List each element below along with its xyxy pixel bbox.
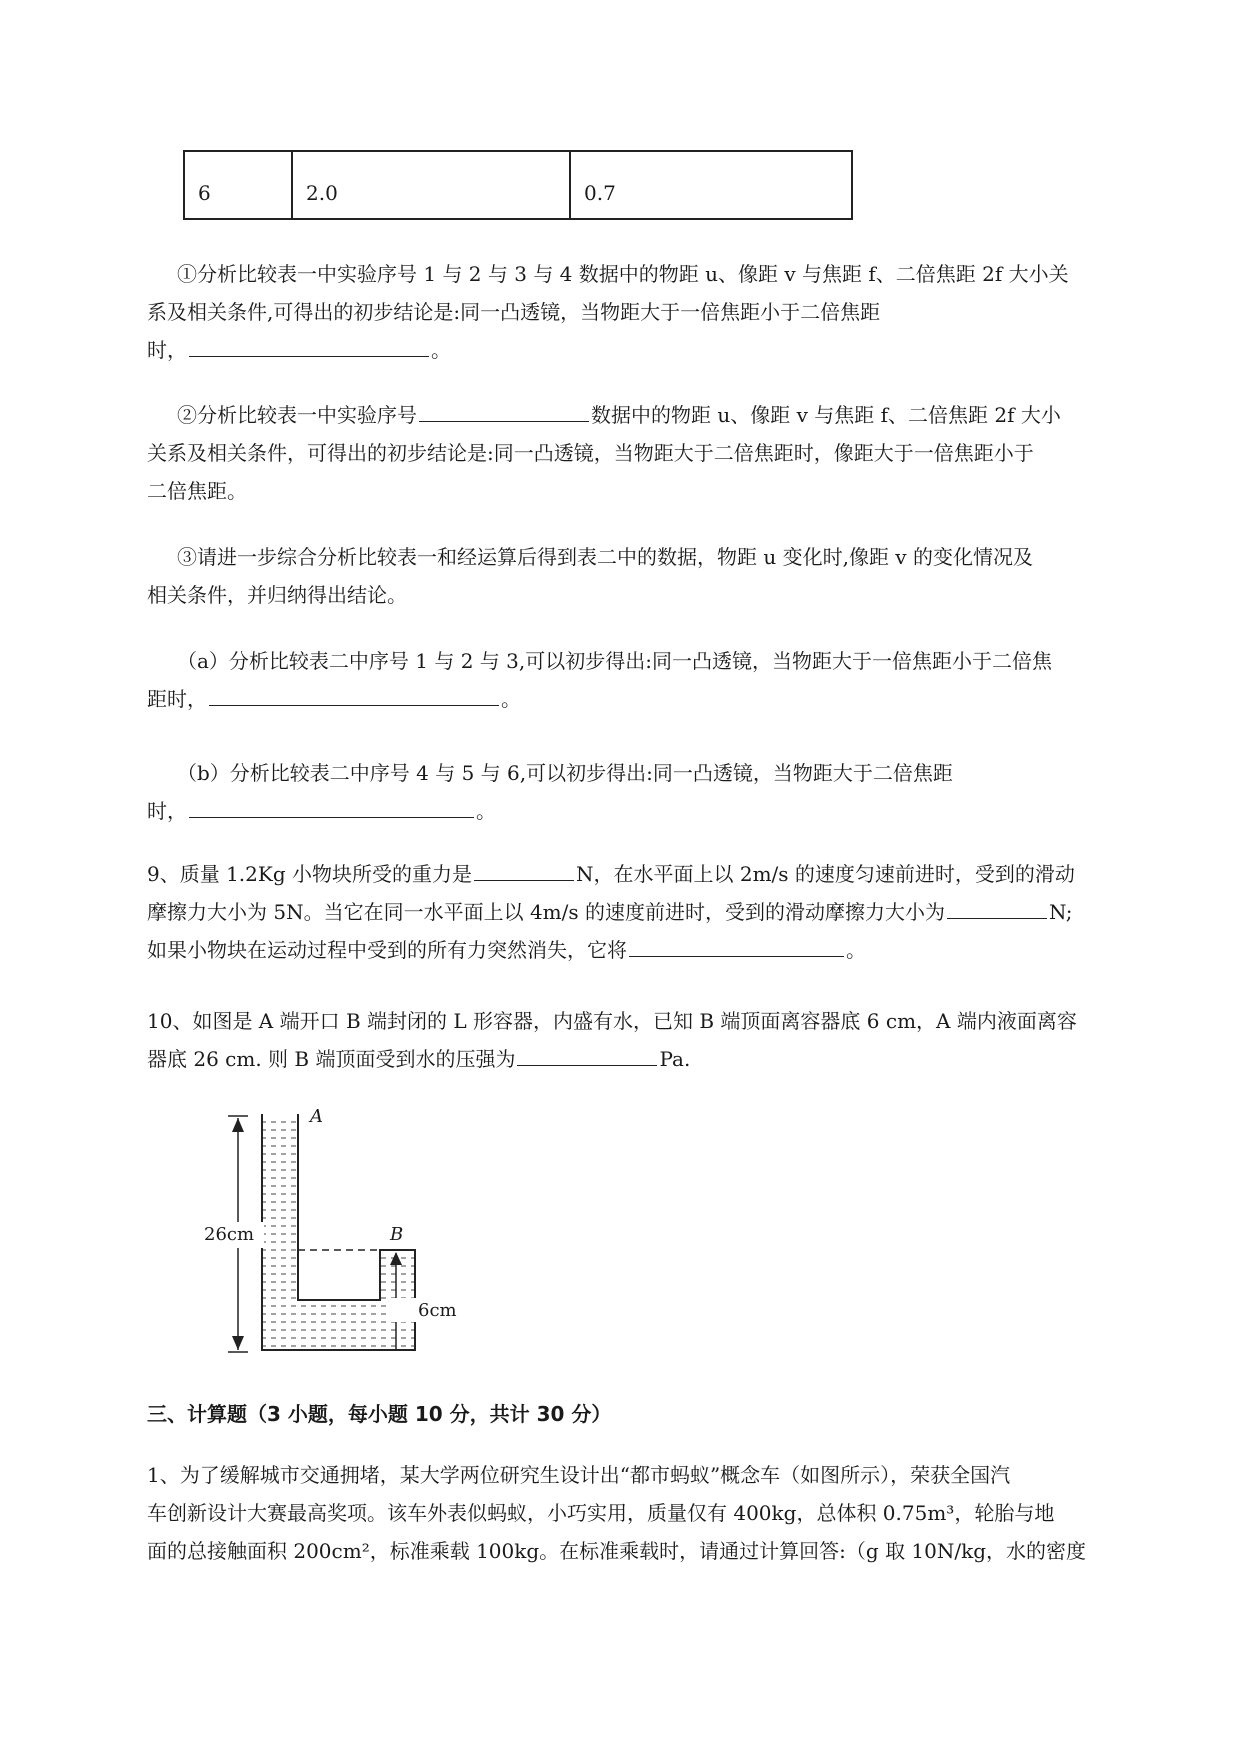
text-line: 二倍焦距。 xyxy=(147,479,247,503)
answer-blank[interactable] xyxy=(189,334,429,357)
answer-blank[interactable] xyxy=(209,683,499,706)
l-container-figure xyxy=(204,1106,470,1364)
text-line: ①分析比较表一中实验序号 1 与 2 与 3 与 4 数据中的物距 u、像距 v 与焦距 f、二倍焦距 2f 大小关 xyxy=(177,262,1069,286)
text-fragment: 。 xyxy=(846,938,866,962)
text-line: 相关条件，并归纳得出结论。 xyxy=(147,583,407,607)
question-2-paragraph xyxy=(147,396,1147,510)
question-a-paragraph xyxy=(147,642,1147,718)
text-line: ③请进一步综合分析比较表一和经运算后得到表二中的数据，物距 u 变化时,像距 v 的变化情况及 xyxy=(177,545,1033,569)
text-line xyxy=(147,680,1147,718)
text-line xyxy=(147,396,1147,434)
text-fragment: 距时， xyxy=(147,687,207,711)
answer-blank[interactable] xyxy=(947,896,1047,919)
answer-blank[interactable] xyxy=(419,399,589,422)
text-fragment: 器底 26 cm. 则 B 端顶面受到水的压强为 xyxy=(147,1047,516,1071)
text-line: （a）分析比较表二中序号 1 与 2 与 3,可以初步得出:同一凸透镜，当物距大于一倍焦距小于二倍焦 xyxy=(177,649,1052,673)
question-3-paragraph xyxy=(147,538,1147,614)
text-line: 1、为了缓解城市交通拥堵，某大学两位研究生设计出“都市蚂蚁”概念车（如图所示），荣获全国汽 xyxy=(147,1463,1011,1487)
text-line xyxy=(147,855,1147,893)
text-line xyxy=(147,792,1147,830)
answer-blank[interactable] xyxy=(474,858,574,881)
question-1-paragraph xyxy=(147,255,1147,369)
text-line: 关系及相关条件，可得出的初步结论是:同一凸透镜，当物距大于二倍焦距时，像距大于一倍焦距小于 xyxy=(147,441,1034,465)
text-fragment: N; xyxy=(1049,900,1073,924)
table-cell: 2.0 xyxy=(292,151,570,219)
table-row xyxy=(184,151,852,219)
question-10-paragraph xyxy=(147,1002,1147,1078)
question-9-paragraph xyxy=(147,855,1147,969)
text-line: （b）分析比较表二中序号 4 与 5 与 6,可以初步得出:同一凸透镜，当物距大于二倍焦距 xyxy=(177,761,953,785)
question-b-paragraph xyxy=(147,754,1147,830)
text-fragment: ②分析比较表一中实验序号 xyxy=(177,403,417,427)
text-line xyxy=(147,893,1147,931)
text-fragment: 。 xyxy=(431,338,451,362)
text-fragment: 9、质量 1.2Kg 小物块所受的重力是 xyxy=(147,862,472,886)
label-b: B xyxy=(390,1224,404,1245)
text-line: 10、如图是 A 端开口 B 端封闭的 L 形容器，内盛有水，已知 B 端顶面离容器底 6 cm，A 端内液面离容 xyxy=(147,1009,1077,1033)
answer-blank[interactable] xyxy=(629,934,844,957)
arrow-head xyxy=(232,1118,244,1132)
dim-label-right: 6cm xyxy=(418,1300,457,1321)
text-line: 系及相关条件,可得出的初步结论是:同一凸透镜，当物距大于一倍焦距小于二倍焦距 xyxy=(147,300,881,324)
calc-question-1-paragraph xyxy=(147,1456,1147,1570)
arrow-head xyxy=(232,1336,244,1350)
text-line xyxy=(147,1040,1147,1078)
text-line: 面的总接触面积 200cm²，标准乘载 100kg。在标准乘载时，请通过计算回答:（g 取 10N/kg，水的密度 xyxy=(147,1539,1087,1563)
text-fragment: 时， xyxy=(147,338,187,362)
text-line xyxy=(147,931,1147,969)
text-line xyxy=(147,331,1147,369)
text-fragment: 如果小物块在运动过程中受到的所有力突然消失，它将 xyxy=(147,938,627,962)
text-fragment: 数据中的物距 u、像距 v 与焦距 f、二倍焦距 2f 大小 xyxy=(591,403,1061,427)
text-line: 车创新设计大赛最高奖项。该车外表似蚂蚁，小巧实用，质量仅有 400kg，总体积 0.75m³，轮胎与地 xyxy=(147,1501,1055,1525)
text-fragment: Pa. xyxy=(659,1047,691,1071)
text-fragment: 摩擦力大小为 5N。当它在同一水平面上以 4m/s 的速度前进时，受到的滑动摩擦力大小为 xyxy=(147,900,945,924)
dim-label-left: 26cm xyxy=(204,1224,255,1245)
table-cell: 6 xyxy=(184,151,292,219)
text-fragment: N，在水平面上以 2m/s 的速度匀速前进时，受到的滑动 xyxy=(576,862,1075,886)
table-cell: 0.7 xyxy=(570,151,852,219)
section-title: 三、计算题（3 小题，每小题 10 分，共计 30 分） xyxy=(147,1402,612,1426)
data-table-fragment xyxy=(183,150,853,220)
answer-blank[interactable] xyxy=(189,795,474,818)
text-fragment: 时， xyxy=(147,799,187,823)
text-fragment: 。 xyxy=(476,799,496,823)
text-fragment: 。 xyxy=(501,687,521,711)
answer-blank[interactable] xyxy=(517,1043,657,1066)
label-a: A xyxy=(310,1106,323,1127)
